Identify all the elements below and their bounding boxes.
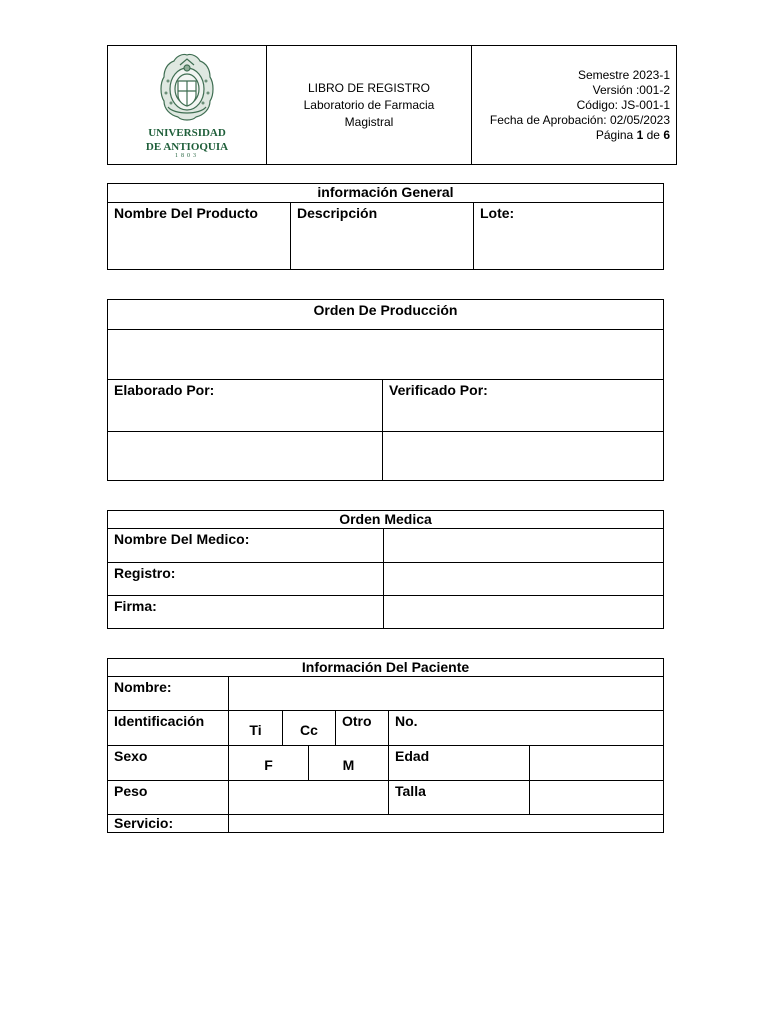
- id-type-ti-option[interactable]: Ti: [229, 711, 283, 746]
- prepared-by-field[interactable]: [108, 432, 383, 481]
- sex-f-option[interactable]: F: [229, 746, 309, 781]
- general-info-title: información General: [108, 184, 664, 203]
- production-order-field[interactable]: [108, 330, 664, 380]
- production-order-title: Orden De Producción: [108, 300, 664, 330]
- pagina-de: de: [646, 127, 660, 142]
- patient-info-title: Información Del Paciente: [108, 659, 664, 677]
- patient-info-table: [107, 658, 664, 833]
- registry-field[interactable]: [384, 563, 664, 596]
- pagina-number: 1: [636, 127, 644, 142]
- patient-name-label: Nombre:: [108, 677, 229, 711]
- version: Versión :001-2: [592, 82, 670, 97]
- id-number-field[interactable]: No.: [389, 711, 664, 746]
- lot-field[interactable]: Lote:: [474, 203, 664, 270]
- title-line-3: Magistral: [344, 114, 394, 129]
- medical-order-table: [107, 510, 664, 629]
- patient-name-field[interactable]: [229, 677, 664, 711]
- production-order-table: [107, 299, 664, 481]
- service-label: Servicio:: [108, 815, 229, 833]
- signature-field[interactable]: [384, 596, 664, 629]
- product-name-field[interactable]: Nombre Del Producto: [108, 203, 291, 270]
- height-label: Talla: [389, 781, 530, 815]
- sex-m-option[interactable]: M: [309, 746, 389, 781]
- weight-field[interactable]: [229, 781, 389, 815]
- pagina-label: Página: [595, 127, 634, 142]
- logo-university-name-2: DE ANTIOQUIA: [145, 141, 229, 153]
- logo-cell: [108, 46, 267, 165]
- verified-by-label: Verificado Por:: [383, 380, 664, 432]
- document-header: [107, 45, 677, 165]
- university-seal-icon: [156, 51, 218, 125]
- fecha-aprobacion: Fecha de Aprobación: 02/05/2023: [489, 112, 670, 127]
- codigo: Código: JS-001-1: [576, 97, 670, 112]
- weight-label: Peso: [108, 781, 229, 815]
- id-type-cc-option[interactable]: Cc: [283, 711, 336, 746]
- title-line-2: Laboratorio de Farmacia: [303, 97, 435, 112]
- doctor-name-field[interactable]: [384, 529, 664, 563]
- title-line-1: LIBRO DE REGISTRO: [307, 80, 431, 95]
- id-type-other-option[interactable]: Otro: [336, 711, 389, 746]
- medical-order-title: Orden Medica: [108, 511, 664, 529]
- prepared-by-label: Elaborado Por:: [108, 380, 383, 432]
- signature-label: Firma:: [108, 596, 384, 629]
- registry-label: Registro:: [108, 563, 384, 596]
- description-field[interactable]: Descripción: [291, 203, 474, 270]
- general-info-table: [107, 183, 664, 270]
- document-meta: [472, 46, 677, 165]
- pagina-total: 6: [663, 127, 670, 142]
- identification-label: Identificación: [108, 711, 229, 746]
- verified-by-field[interactable]: [383, 432, 664, 481]
- logo-year: 1803: [175, 153, 199, 159]
- doctor-name-label: Nombre Del Medico:: [108, 529, 384, 563]
- age-field[interactable]: [530, 746, 664, 781]
- service-field[interactable]: [229, 815, 664, 833]
- semestre: Semestre 2023-1: [577, 67, 670, 82]
- age-label: Edad: [389, 746, 530, 781]
- document-title: [267, 46, 472, 165]
- logo-university-name: UNIVERSIDAD: [148, 127, 226, 139]
- pagina: [472, 128, 670, 143]
- sex-label: Sexo: [108, 746, 229, 781]
- height-field[interactable]: [530, 781, 664, 815]
